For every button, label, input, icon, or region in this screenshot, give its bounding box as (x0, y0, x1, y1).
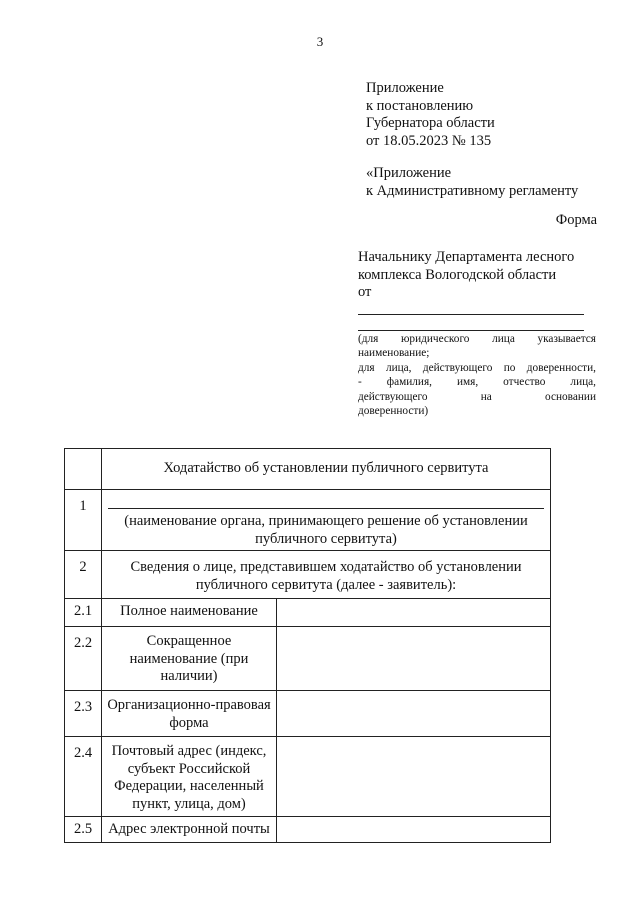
petition-table (64, 448, 551, 843)
row-value-postal-address[interactable] (277, 737, 551, 817)
note-line: доверенности) (358, 405, 429, 418)
row-number: 2 (65, 551, 102, 599)
authority-caption: (наименование органа, принимающего решение об установлении публичного сервитута) (124, 513, 528, 547)
table-row (65, 737, 551, 817)
row-label: Организационно-правовая форма (102, 691, 277, 737)
applicant-section-title: Сведения о лице, представившем ходатайство об установлении публичного сервитута (далее - заявитель): (102, 551, 551, 599)
table-header-row (65, 449, 551, 490)
addressee-line: Начальнику Департамента лесного (358, 249, 575, 265)
note-line: наименование; (358, 347, 430, 360)
note-line: для лица, действующего по доверенности, (358, 361, 596, 374)
row-number: 2.1 (65, 599, 102, 627)
row-value-email[interactable] (277, 817, 551, 843)
row-number: 2.2 (65, 627, 102, 691)
note-line: действующего на основании (358, 390, 596, 403)
approval-line: от 18.05.2023 № 135 (366, 132, 492, 149)
header-num-cell (65, 449, 102, 490)
approval-line: Губернатора области (366, 115, 495, 131)
authority-cell (102, 490, 551, 551)
appendix-line: «Приложение (366, 165, 452, 181)
row-number: 2.4 (65, 737, 102, 817)
approval-block (366, 80, 495, 150)
table-row (65, 817, 551, 843)
table-row (65, 627, 551, 691)
row-number: 2.3 (65, 691, 102, 737)
form-label: Форма (555, 212, 597, 228)
page-number: 3 (316, 34, 324, 49)
row-number: 2.5 (65, 817, 102, 843)
approval-line: к постановлению (366, 97, 474, 114)
note-line: (для юридического лица указывается (358, 333, 596, 345)
table-row (65, 691, 551, 737)
sender-note (358, 332, 596, 418)
note-line: - фамилия, имя, отчество лица, (358, 376, 596, 389)
row-label: Почтовый адрес (индекс, субъект Российской Федерации, населенный пункт, улица, дом) (102, 737, 277, 817)
authority-input-line[interactable] (108, 494, 544, 509)
row-value-legal-form[interactable] (277, 691, 551, 737)
row-value-short-name[interactable] (277, 627, 551, 691)
appendix-block (366, 165, 578, 200)
table-row (65, 599, 551, 627)
sender-line-2[interactable] (358, 330, 584, 331)
addressee-line: от (358, 284, 372, 300)
addressee-block (358, 249, 598, 302)
table-row (65, 551, 551, 599)
sender-line-1[interactable] (358, 314, 584, 315)
table-row (65, 490, 551, 551)
row-label: Адрес электронной почты (102, 817, 277, 843)
row-label: Сокращенное наименование (при наличии) (102, 627, 277, 691)
row-number: 1 (65, 490, 102, 551)
addressee-line: комплекса Вологодской области (358, 266, 557, 283)
row-value-full-name[interactable] (277, 599, 551, 627)
table-title: Ходатайство об установлении публичного сервитута (102, 449, 551, 490)
approval-line: Приложение (366, 80, 444, 96)
appendix-line: к Административному регламенту (366, 182, 579, 199)
row-label: Полное наименование (102, 599, 277, 627)
